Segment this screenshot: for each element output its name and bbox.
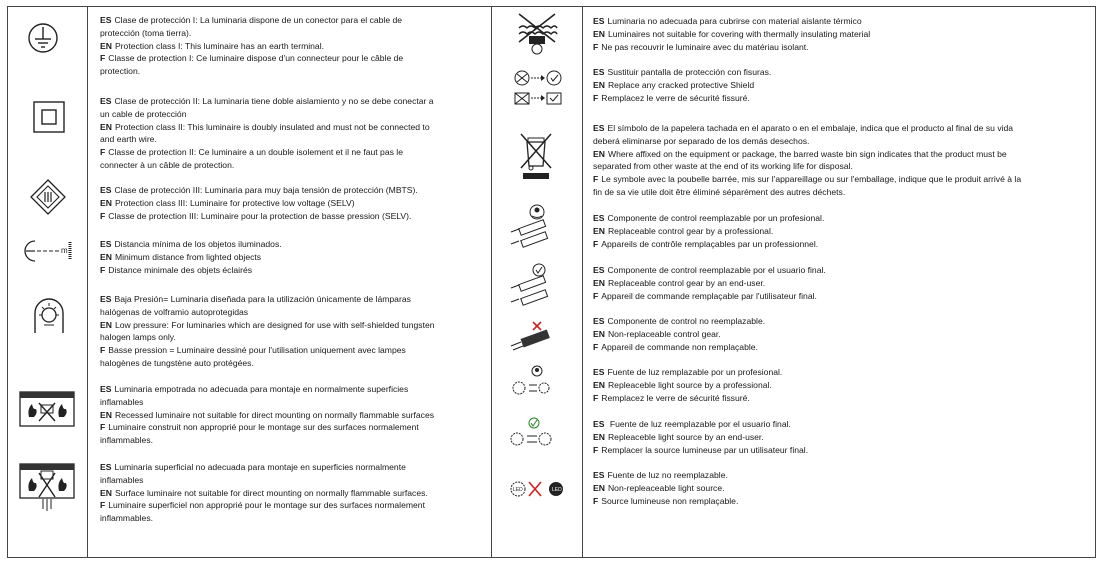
low-pressure-lamp-icon bbox=[29, 293, 69, 335]
entry-protection-class-3: ES Clase de protección III: Luminaria para muy baja tensión de protección (MBTS). EN Protection class III: Luminaire for protective low voltage (SELV) F Classe de protection III: Luminaire pour la protection de basse pression (SELV). bbox=[100, 185, 418, 221]
protection-class-2-double-square-icon bbox=[33, 101, 65, 133]
control-gear-professional-icon bbox=[507, 204, 557, 250]
entry-cracked-shield: ES Sustituir pantalla de protección con fisuras. EN Replace any cracked protective Shield F Remplacez le verre de sécurité fissuré. bbox=[593, 67, 772, 103]
entry-no-thermal-cover: ES Luminaria no adecuada para cubrirse con material aislante térmico EN Luminaires not suitable for covering with thermally insulating material F Ne pas recouvrir le luminaire avec du matériau isolant. bbox=[593, 16, 871, 52]
crossed-waste-bin-icon bbox=[519, 130, 553, 180]
control-gear-end-user-icon bbox=[507, 262, 557, 308]
entry-recessed-luminaire: ES Luminaria empotrada no adecuada para montaje en normalmente superficies inflamables EN Recessed luminaire not suitable for direct mounting on normally flammable surfaces F Luminaire construit non approprié pour le montage sur des surfaces normalement inflammables. bbox=[100, 384, 435, 446]
svg-text:m: m bbox=[61, 246, 68, 255]
entry-light-source-professional: ES Fuente de luz remplazable por un profesional. EN Repleaceble light source by a professional. F Remplacez le verre de sécurité fissuré. bbox=[593, 367, 783, 403]
light-source-non-replaceable-icon bbox=[509, 478, 565, 500]
recessed-not-flammable-icon bbox=[19, 391, 75, 427]
entry-waste-bin: ES El símbolo de la papelera tachada en el aparato o en el embalaje, indica que el producto al final de su vida deberá eliminarse por separado de los demás desechos. EN Where affixed on the equipment or package, the barred waste bin sign indicates that the product must be separated from other waste at the end of its working life for disposal. F Le symbole avec la poubelle barrée, mis sur l'appareillage ou sur l'emballage, indique que le produit arrivé à la fin de sa vie utile doit être éliminé séparément des autres déchets. bbox=[593, 123, 1022, 197]
entry-surface-luminaire: ES Luminaria superficial no adecuada para montaje en superficies normalmente inflamables EN Surface luminaire not suitable for direct mounting on normally flammable surfaces. F Luminaire superficiel non approprié pour le montage sur des surfaces normalement inflammables. bbox=[100, 462, 428, 524]
light-source-end-user-icon bbox=[509, 417, 553, 453]
column-divider bbox=[87, 7, 88, 557]
svg-text:LED: LED bbox=[513, 487, 523, 493]
protection-class-3-diamond-icon bbox=[30, 179, 66, 215]
entry-protection-class-2: ES Clase de protección II: La luminaria tiene doble aislamiento y no se debe conectar a un cable de protección EN Protection class II: This luminaire is doubly insulated and must not be connected to and earth wire. F Classe de protection II: Ce luminaire a un double isolement et il ne faut pas le connecter à un câble de protection. bbox=[100, 96, 434, 170]
entry-low-pressure: ES Baja Presión= Luminaria diseñada para la utilización únicamente de lámparas halógenas de volframio autoprotegidas EN Low pressure: For luminaries which are designed for use with self-shielded tungsten halogen lamps only. F Basse pression = Luminaire dessiné pour l'utilisation uniquement avec lampes halogènes de tungstène auto protégées. bbox=[100, 294, 435, 368]
svg-text:LED: LED bbox=[552, 487, 562, 493]
protection-class-1-earth-icon bbox=[27, 22, 59, 54]
control-gear-non-replaceable-icon bbox=[507, 318, 557, 358]
entry-control-gear-end-user: ES Componente de control reemplazable por el usuario final. EN Replaceable control gear by an end-user. F Appareil de commande remplaçable par l'utilisateur final. bbox=[593, 265, 826, 301]
light-source-professional-icon bbox=[511, 364, 551, 402]
entry-protection-class-1: ES Clase de protección I: La luminaria dispone de un conector para el cable de protección (toma tierra). EN Protection class I: This luminaire has an earth terminal. F Classe de protection I: Ce luminaire dispose d'un connecteur pour le câble de protection. bbox=[100, 15, 404, 77]
entry-light-source-end-user: ES Fuente de luz reemplazable por el usuario final. EN Repleaceble light source by an end-user. F Remplacer la source lumineuse par un utilisateur final. bbox=[593, 419, 809, 455]
entry-minimum-distance: ES Distancia mínima de los objetos iluminados. EN Minimum distance from lighted objects F Distance minimale des objets éclairés bbox=[100, 239, 282, 275]
entry-control-gear-professional: ES Componente de control reemplazable por un profesional. EN Replaceable control gear by a professional. F Appareils de contrôle remplaçables par un professionnel. bbox=[593, 213, 825, 249]
entry-control-gear-non-replaceable: ES Componente de control no reemplazable. EN Non-replaceable control gear. F Appareil de commande non remplaçable. bbox=[593, 316, 766, 352]
cracked-shield-icon bbox=[513, 68, 563, 108]
surface-not-flammable-icon bbox=[19, 463, 75, 515]
column-divider bbox=[491, 7, 492, 557]
column-divider bbox=[582, 7, 583, 557]
no-thermal-cover-icon bbox=[513, 12, 561, 58]
minimum-distance-icon bbox=[23, 238, 75, 264]
entry-light-source-non-replaceable: ES Fuente de luz no reemplazable. EN Non-repleaceable light source. F Source lumineuse non remplaçable. bbox=[593, 470, 739, 506]
